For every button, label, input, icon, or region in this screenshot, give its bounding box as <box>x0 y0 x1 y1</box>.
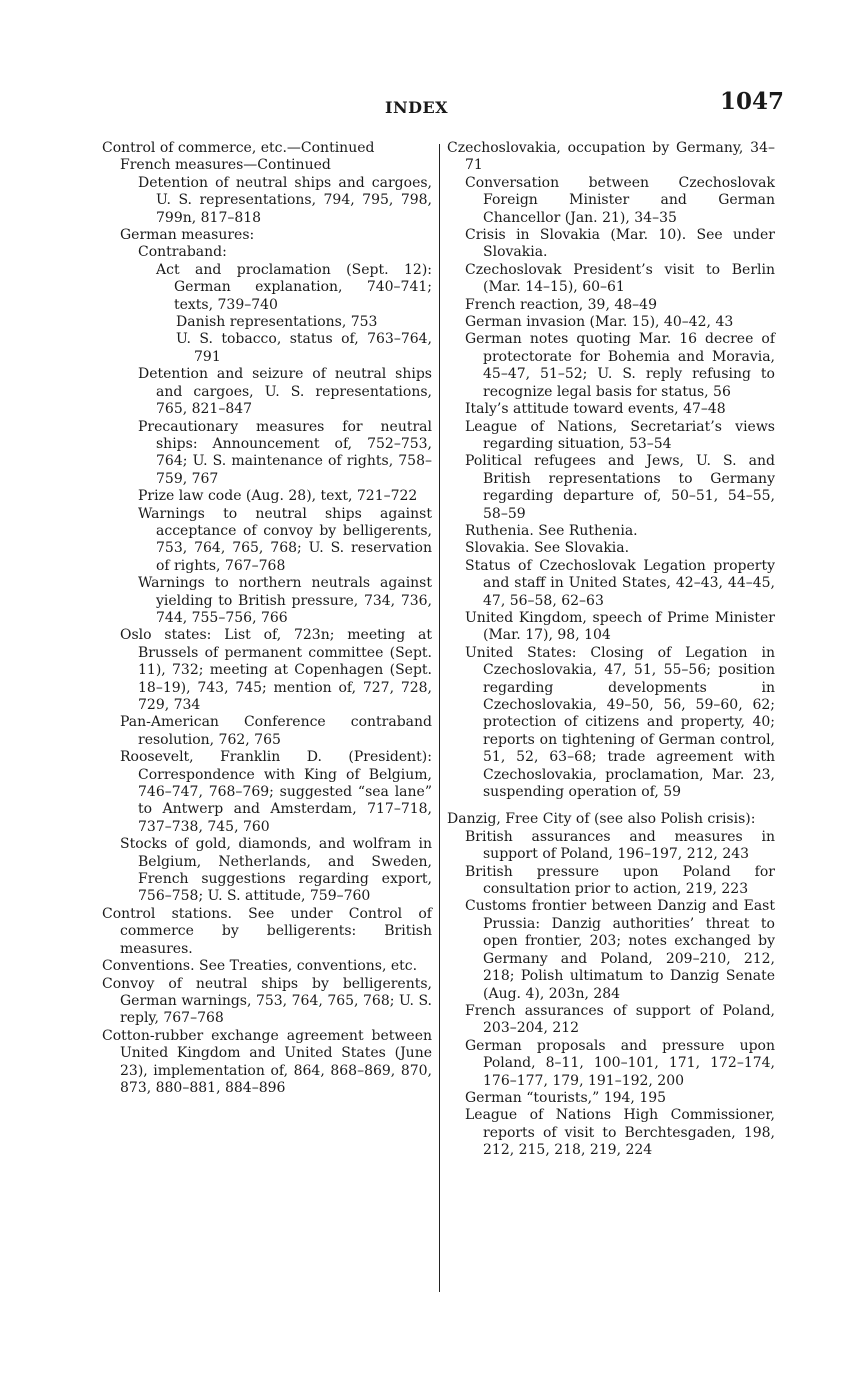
page-number: 1047 <box>720 88 785 115</box>
index-entry: United Kingdom, speech of Prime Minister (Mar. 17), 98, 104 <box>465 609 775 644</box>
index-entry: Pan-American Conference contraband resolution, 762, 765 <box>120 714 432 748</box>
index-entry: German proposals and pressure upon Poland, 8–11, 100–101, 171, 172–174, 176–177, 179, 191–192, 200 <box>465 1037 775 1089</box>
index-entry: League of Nations, Secretariat’s views regarding situation, 53–54 <box>465 418 775 452</box>
column-divider <box>439 144 440 1292</box>
index-entry: Slovakia. See Slovakia. <box>465 540 630 557</box>
index-entry: Czechoslovak President’s visit to Berlin (Mar. 14–15), 60–61 <box>465 261 775 296</box>
index-entry: German measures: <box>120 227 255 244</box>
right-column <box>447 140 775 1160</box>
left-column <box>102 140 432 1097</box>
index-entry: Oslo states: List of, 723n; meeting at Brussels of permanent committee (Sept. 11), 732; meeting at Copenhagen (Sept. 18–19), 743, 745; mention of, 727, 728, 729, 734 <box>120 627 432 713</box>
index-entry: Italy’s attitude toward events, 47–48 <box>465 401 726 418</box>
index-entry: French reaction, 39, 48–49 <box>465 296 657 313</box>
index-entry: Warnings to neutral ships against acceptance of convoy by belligerents, 753, 764, 765, 768; U. S. reservation of rights, 767–768 <box>138 505 432 574</box>
index-entry: Control of commerce, etc.—Continued <box>102 140 375 156</box>
index-entry: League of Nations High Commissioner, reports of visit to Berchtesgaden, 198, 212, 215, 218, 219, 224 <box>465 1107 775 1159</box>
index-entry: Control stations. See under Control of commerce by belligerents: British measures. <box>102 905 432 957</box>
index-entry: Crisis in Slovakia (Mar. 10). See under Slovakia. <box>465 227 775 261</box>
index-entry: Customs frontier between Danzig and East Prussia: Danzig authorities’ threat to open frontier, 203; notes exchanged by Germany and Poland, 209–210, 212, 218; Polish ultimatum to Danzig Senate (Aug. 4), 203n, 284 <box>465 898 775 1002</box>
index-entry: Precautionary measures for neutral ships: Announcement of, 752–753, 764; U. S. maintenance of rights, 758–759, 767 <box>138 418 432 487</box>
index-entry: Cotton-rubber exchange agreement between United Kingdom and United States (June 23), implementation of, 864, 868–869, 870, 873, 880–881, 884–896 <box>102 1027 432 1096</box>
index-entry: U. S. tobacco, status of, 763–764, 791 <box>176 331 432 365</box>
index-entry: German “tourists,” 194, 195 <box>465 1089 667 1106</box>
index-entry: Prize law code (Aug. 28), text, 721–722 <box>138 488 418 505</box>
index-entry: Act and proclamation (Sept. 12): German explanation, 740–741; texts, 739–740 <box>156 261 432 313</box>
index-entry: Conventions. See Treaties, conventions, etc. <box>102 958 418 975</box>
index-entry: Contraband: <box>138 244 227 261</box>
index-entry: Detention and seizure of neutral ships and cargoes, U. S. representations, 765, 821–847 <box>138 366 432 418</box>
index-entry: Czechoslovakia, occupation by Germany, 34–71 <box>447 140 775 174</box>
index-entry: United States: Closing of Legation in Czechoslovakia, 47, 51, 55–56; position regarding developments in Czechoslovakia, 49–50, 56, 59–60, 62; protection of citizens and property, 40; reports on tightening of German control, 51, 52, 63–68; trade agreement with Czechoslovakia, proclamation, Mar. 23, suspending operation of, 59 <box>465 644 775 801</box>
index-entry: Conversation between Czechoslovak Foreign Minister and German Chancellor (Jan. 21), 34–35 <box>465 174 775 226</box>
index-entry: Ruthenia. See Ruthenia. <box>465 522 638 539</box>
index-entry: German notes quoting Mar. 16 decree of protectorate for Bohemia and Moravia, 45–47, 51–52; U. S. reply refusing to recognize legal basis for status, 56 <box>465 331 775 400</box>
index-entry: German invasion (Mar. 15), 40–42, 43 <box>465 314 734 331</box>
index-entry: British assurances and measures in support of Poland, 196–197, 212, 243 <box>465 828 775 863</box>
index-title: INDEX <box>385 98 449 117</box>
index-entry: Roosevelt, Franklin D. (President): Correspondence with King of Belgium, 746–747, 768–769; suggested “sea lane” to Antwerp and Amsterdam, 717–718, 737–738, 745, 760 <box>120 749 432 835</box>
index-entry: Political refugees and Jews, U. S. and British representations to Germany regarding departure of, 50–51, 54–55, 58–59 <box>465 453 775 522</box>
index-entry: French measures—Continued <box>120 157 331 174</box>
index-entry: British pressure upon Poland for consultation prior to action, 219, 223 <box>465 863 775 898</box>
index-entry: Convoy of neutral ships by belligerents, German warnings, 753, 764, 765, 768; U. S. reply, 767–768 <box>102 975 432 1027</box>
index-entry: Detention of neutral ships and cargoes, U. S. representations, 794, 795, 798, 799n, 817–818 <box>138 174 432 226</box>
index-entry: Status of Czechoslovak Legation property and staff in United States, 42–43, 44–45, 47, 56–58, 62–63 <box>465 557 775 609</box>
index-entry: Stocks of gold, diamonds, and wolfram in Belgium, Netherlands, and Sweden, French suggestions regarding export, 756–758; U. S. attitude, 759–760 <box>120 836 432 905</box>
index-entry: Warnings to northern neutrals against yielding to British pressure, 734, 736, 744, 755–756, 766 <box>138 575 432 626</box>
index-entry: Danish representations, 753 <box>176 314 378 331</box>
page-header <box>0 88 850 128</box>
index-entry: Danzig, Free City of (see also Polish crisis): <box>447 811 756 828</box>
index-entry: French assurances of support of Poland, 203–204, 212 <box>465 1002 775 1037</box>
